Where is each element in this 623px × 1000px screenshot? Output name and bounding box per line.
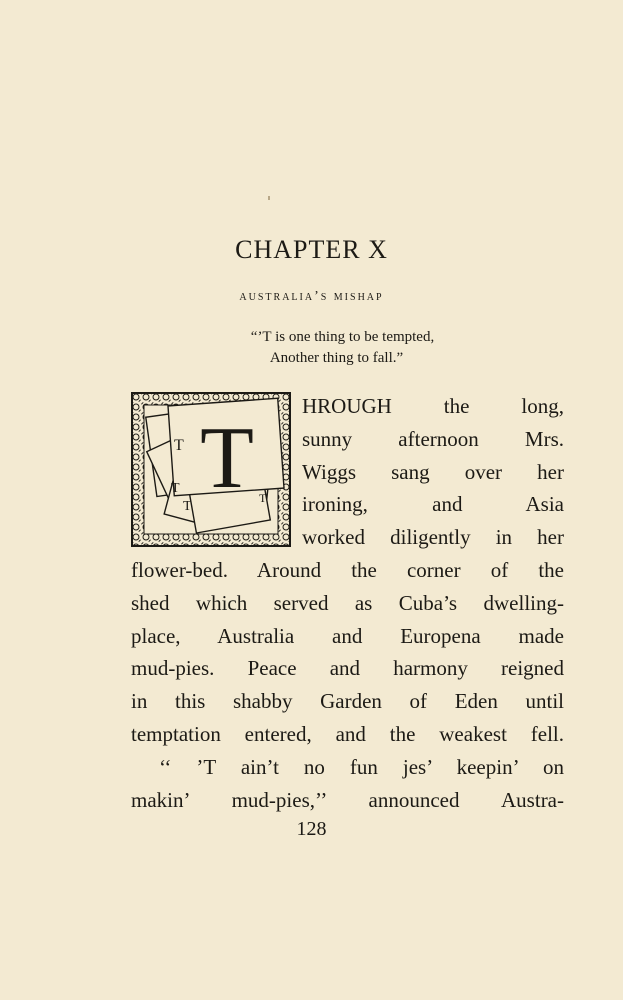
text-line: Wiggs sang over her [302,459,564,484]
text-line: ‘‘ ’T ain’t no fun jes’ keepin’ on [159,754,564,779]
page-number: 128 [296,818,327,840]
text-line: flower-bed. Around the corner of the [131,557,564,582]
svg-text:T: T [174,437,184,454]
text-line: in this shabby Garden of Eden until [131,689,564,714]
text-line: ironing, and Asia [302,492,564,517]
svg-text:T: T [171,481,180,496]
chapter-subtitle: australia’s mishap [239,289,384,304]
drop-cap-letter: T [200,410,254,507]
text-line: place, Australia and Europena made [131,623,564,648]
epigraph-line-2: Another thing to fall.” [269,350,404,366]
chapter-title: CHAPTER X [235,235,388,264]
svg-text:T: T [259,491,267,505]
epigraph-line-1: “’T is one thing to be tempted, [250,329,435,345]
paper-speck [268,196,270,200]
text-line: sunny afternoon Mrs. [302,426,564,451]
text-line: makin’ mud-pies,’’ announced Austra- [131,787,564,812]
text-line: temptation entered, and the weakest fell. [131,721,564,746]
text-line: worked diligently in her [302,525,564,550]
text-line: mud-pies. Peace and harmony reigned [131,656,564,681]
text-line: HROUGH the long, [302,394,564,418]
svg-text:T: T [183,499,192,514]
body-text [131,390,564,816]
text-line: shed which served as Cuba’s dwelling- [131,590,564,615]
epigraph [0,327,623,369]
